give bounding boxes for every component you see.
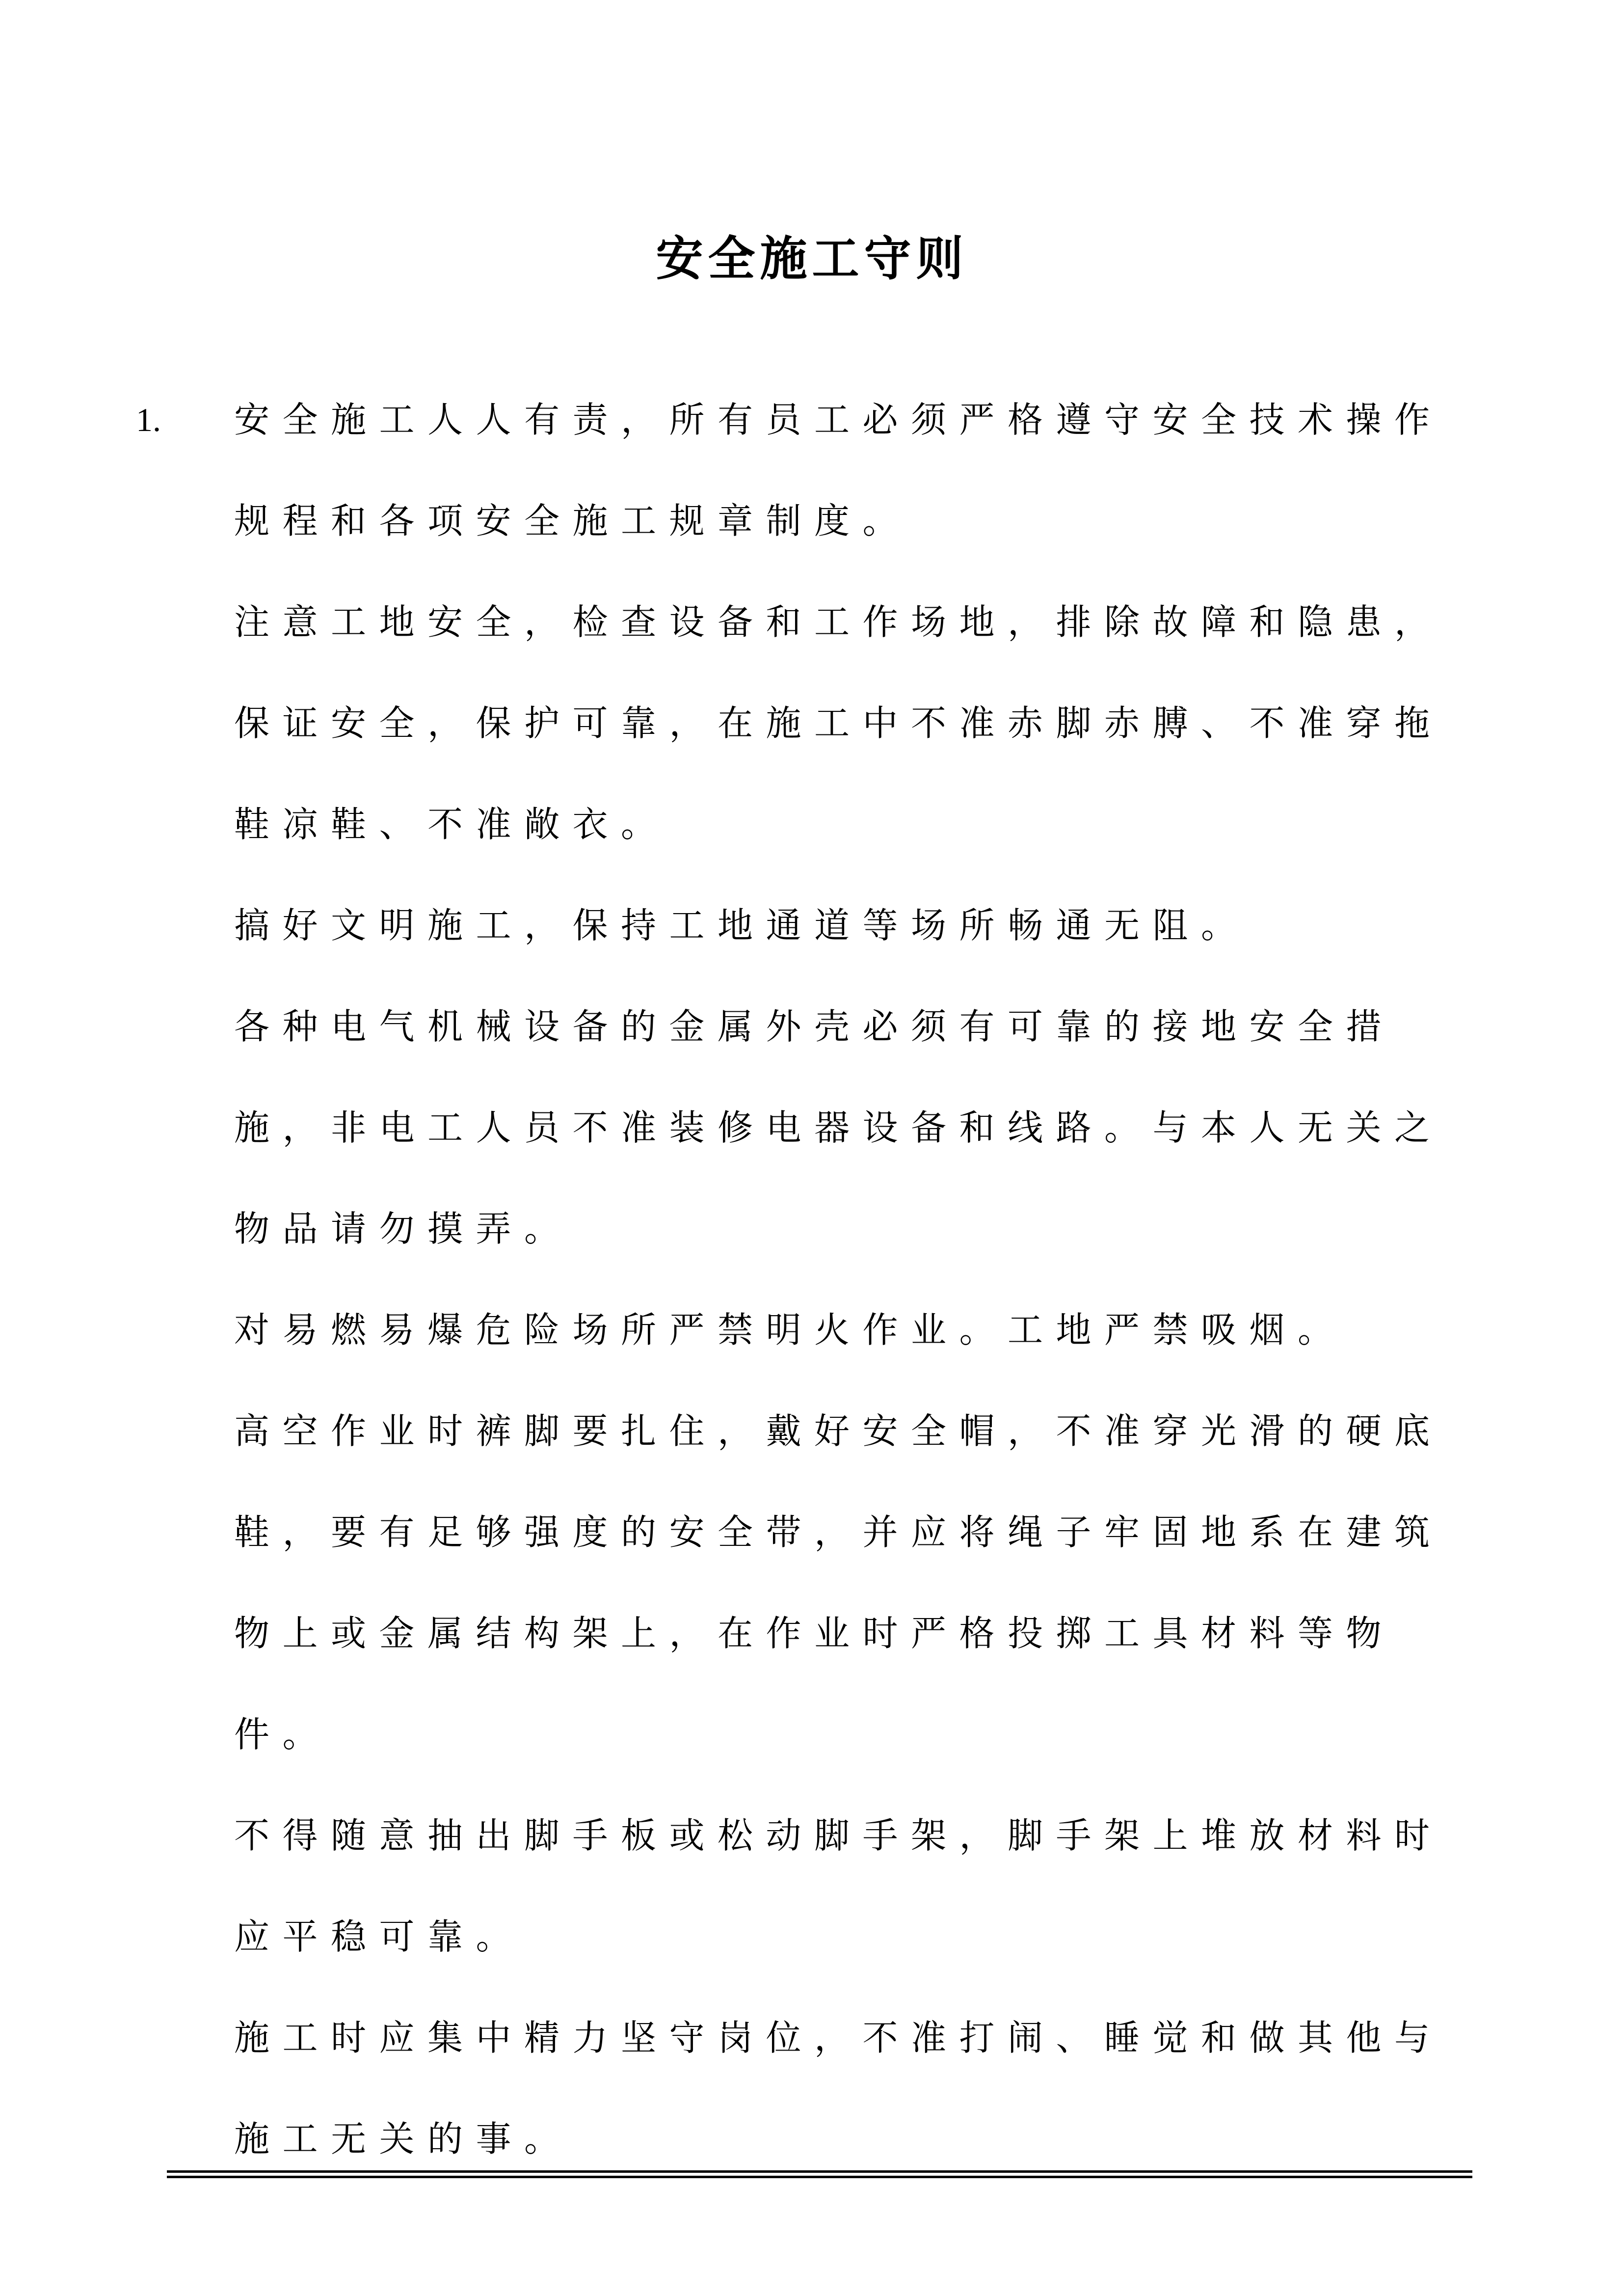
rule-text: 高空作业时裤脚要扎住，戴好安全帽，不准穿光滑的硬底鞋，要有足够强度的安全带，并应将绳子牢固地系在建筑物上或金属结构架上，在作业时严格投掷工具材料等物件。 <box>234 1410 1443 1755</box>
rule-item <box>136 976 1476 1279</box>
rule-item <box>136 1279 1476 1380</box>
rules-list <box>136 369 1476 2189</box>
rule-number: 1. <box>136 401 161 438</box>
rule-text: 施工时应集中精力坚守岗位，不准打闹、睡觉和做其他与施工无关的事。 <box>234 2017 1443 2160</box>
rule-text: 注意工地安全，检查设备和工作场地，排除故障和隐患，保证安全，保护可靠，在施工中不准赤脚赤膊、不准穿拖鞋凉鞋、不准敞衣。 <box>234 601 1443 845</box>
rule-text: 各种电气机械设备的金属外壳必须有可靠的接地安全措施，非电工人员不准装修电器设备和线路。与本人无关之物品请勿摸弄。 <box>234 1006 1443 1249</box>
rule-item <box>136 1380 1476 1785</box>
rule-text: 对易燃易爆危险场所严禁明火作业。工地严禁吸烟。 <box>234 1309 1346 1351</box>
rule-item <box>136 369 1476 571</box>
footer-double-rule <box>167 2170 1472 2178</box>
page-title: 安全施工守则 <box>656 231 968 286</box>
rule-item <box>136 1987 1476 2189</box>
rule-text: 不得随意抽出脚手板或松动脚手架，脚手架上堆放材料时应平稳可靠。 <box>234 1815 1443 1957</box>
rule-item <box>136 571 1476 875</box>
rule-text: 安全施工人人有责，所有员工必须严格遵守安全技术操作规程和各项安全施工规章制度。 <box>234 399 1443 541</box>
rule-text: 搞好文明施工，保持工地通道等场所畅通无阻。 <box>234 905 1250 946</box>
rule-item <box>136 1785 1476 1987</box>
rule-item <box>136 875 1476 976</box>
